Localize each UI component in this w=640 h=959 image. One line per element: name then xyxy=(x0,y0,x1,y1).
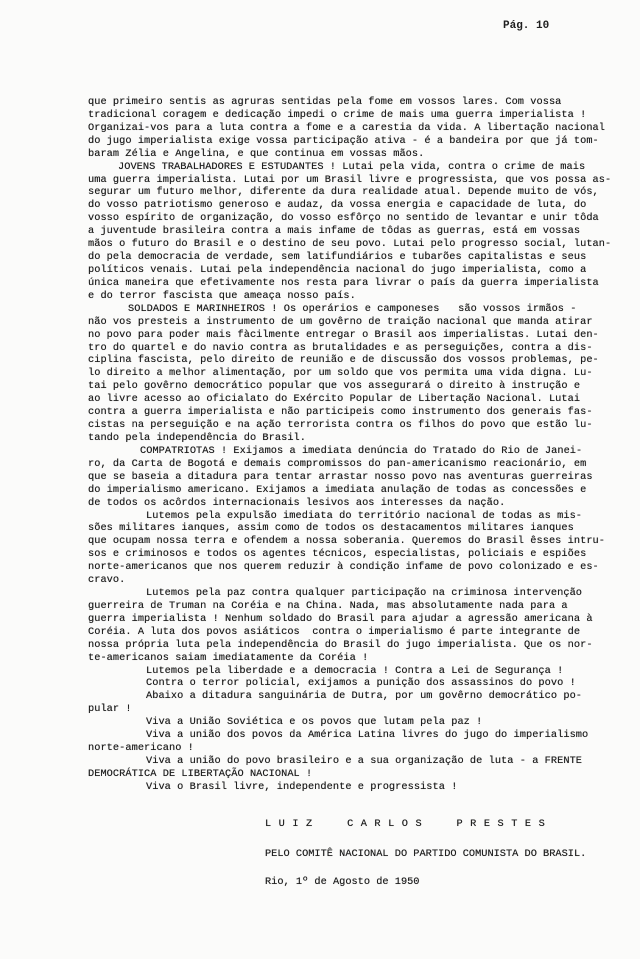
text-line: no povo para poder mais fàcilmente entregar o Brasil aos imperialistas. Lutai den- xyxy=(88,328,599,341)
text-line: do vosso patriotismo generoso e audaz, da vossa energia e capacidade de luta, do xyxy=(88,199,587,212)
text-line: e do terror fascista que ameaça nosso país. xyxy=(88,289,356,302)
text-line: guerra imperialista ! Nenhum soldado do Brasil para ajudar a agressão americana à xyxy=(88,612,593,625)
text-line: que primeiro sentis as agruras sentidas pela fome em vossos lares. Com vossa xyxy=(88,96,562,108)
text-line: ao livre acesso ao oficialato do Exército Popular de Libertação Nacional. Lutai xyxy=(88,393,581,406)
text-line: Coréia. A luta dos povos asiáticos contra o imperialismo é parte integrante de xyxy=(88,625,581,638)
text-line: tai pelo govêrno democrático popular que vos assegurará o direito à instrução e xyxy=(88,380,581,393)
text-line: te-americanos saiam imediatamente da Coréia ! xyxy=(88,651,369,664)
text-line: lo direito a melhor alimentação, por um soldo que vos permita uma vida digna. Lu- xyxy=(88,367,593,380)
text-line: guerreira de Truman na Coréia e na China. Nada, mas absolutamente nada para a xyxy=(88,599,568,612)
text-line: que se baseia a ditadura para tentar arrastar nosso povo nas aventuras guerreiras xyxy=(88,470,593,483)
text-line: Abaixo a ditadura sanguinária de Dutra, por um govêrno democrático po- xyxy=(146,690,583,703)
text-line: contra a guerra imperialista e não participeis como instrumento dos generais fas- xyxy=(88,406,593,419)
text-line: uma guerra imperialista. Lutai por um Brasil livre e progressista, que vos possa as- xyxy=(88,173,612,186)
text-line: sões militares ianques, assim como de todos os destacamentos militares ianques xyxy=(88,522,574,535)
text-line: do jugo imperialista exige vossa participação ativa - é a bandeira por que já tom- xyxy=(88,134,599,147)
text-line: vosso espírito de organização, do vosso esfôrço no sentido de levantar e unir tôda xyxy=(88,212,599,225)
text-line: cistas na perseguição e na ação terrorista contra os filhos do povo que estão lu- xyxy=(88,419,593,432)
text-line: do pela democracia de verdade, sem latifundiários e tubarões capitalistas e seus xyxy=(88,251,587,264)
text-line: única maneira que efetivamente nos resta para livrar o país da guerra imperialista xyxy=(88,276,599,289)
text-line: tando pela independência do Brasil. xyxy=(88,431,307,444)
signature-name: LUIZ CARLOS PRESTES xyxy=(265,818,553,830)
signature-date: Rio, 1º de Agosto de 1950 xyxy=(265,876,420,888)
page-number: Pág. 10 xyxy=(503,20,550,32)
text-line: Organizai-vos para a luta contra a fome e a carestia da vida. A libertação nacional xyxy=(88,121,606,134)
text-line: pular ! xyxy=(88,703,132,716)
text-line: baram Zélia e Angelina, e que continua em vossas mãos. xyxy=(88,147,425,160)
text-line: Lutemos pela liberdade e a democracia ! Contra a Lei de Segurança ! xyxy=(146,664,564,677)
text-line: DEMOCRÁTICA DE LIBERTAÇÃO NACIONAL ! xyxy=(88,767,313,780)
text-line: Viva a União Soviética e os povos que lutam pela paz ! xyxy=(146,716,483,729)
text-line: SOLDADOS E MARINHEIROS ! Os operários e camponeses são vossos irmãos - xyxy=(128,302,577,315)
text-line: norte-americano ! xyxy=(88,742,194,755)
text-line: Viva o Brasil livre, independente e progressista ! xyxy=(146,780,458,793)
text-line: mãos o futuro do Brasil e o destino de seu povo. Lutai pelo progresso social, lutan- xyxy=(88,238,612,251)
text-line: tradicional coragem e dedicação impedi o crime de mais uma guerra imperialista ! xyxy=(88,108,587,121)
text-line: cravo. xyxy=(88,574,126,587)
text-line: Lutemos pela paz contra qualquer participação na criminosa intervenção xyxy=(146,587,583,600)
text-line: tro do quartel e do navio contra as brutalidades e as perseguições, contra a dis- xyxy=(88,341,593,354)
text-line: norte-americanos que nos querem reduzir à condição infame de povo colonizado e es- xyxy=(88,561,599,574)
text-line: ro, da Carta de Bogotá e demais compromissos do pan-americanismo reacionário, em xyxy=(88,457,587,470)
text-line: segurar um futuro melhor, diferente da dura realidade atual. Depende muito de vós, xyxy=(88,186,599,199)
document-body xyxy=(88,96,628,794)
text-line: políticos venais. Lutai pela independência nacional do jugo imperialista, como a xyxy=(88,263,587,276)
text-line: de todos os acôrdos internacionais lesivos aos interesses da nação. xyxy=(88,496,506,509)
text-line: que ocupam nossa terra e ofendem a nossa soberania. Queremos do Brasil êsses intru- xyxy=(88,535,606,548)
text-line: a juventude brasileira contra a mais infame de tôdas as guerras, está em vossas xyxy=(88,225,581,238)
text-line: sos e criminosos e todos os agentes técnicos, especialistas, policiais e espiões xyxy=(88,548,587,561)
text-line: nossa própria luta pela independência do Brasil do jugo imperialista. Que os nor- xyxy=(88,638,593,651)
text-line: Lutemos pela expulsão imediata do território nacional de todas as mis- xyxy=(146,509,583,522)
text-line: COMPATRIOTAS ! Exijamos a imediata denúncia do Tratado do Rio de Janei- xyxy=(140,444,583,457)
text-line: Contra o terror policial, exijamos a punição dos assassinos do povo ! xyxy=(146,677,576,690)
text-line: JOVENS TRABALHADORES E ESTUDANTES ! Lutai pela vida, contra o crime de mais xyxy=(118,160,586,173)
text-line: Viva a união dos povos da América Latina livres do jugo do imperialismo xyxy=(146,729,589,742)
text-line: ciplina fascista, pelo direito de reunião e de discussão dos vossos problemas, pe- xyxy=(88,354,599,367)
text-line: Viva a união do povo brasileiro e a sua organização de luta - a FRENTE xyxy=(146,755,583,768)
text-line: não vos presteis a instrumento de um govêrno de traição nacional que manda atirar xyxy=(88,315,593,328)
signature-organization: PELO COMITÊ NACIONAL DO PARTIDO COMUNISTA DO BRASIL. xyxy=(265,848,587,860)
text-line: do imperialismo americano. Exijamos a imediata anulação de todas as concessões e xyxy=(88,483,587,496)
